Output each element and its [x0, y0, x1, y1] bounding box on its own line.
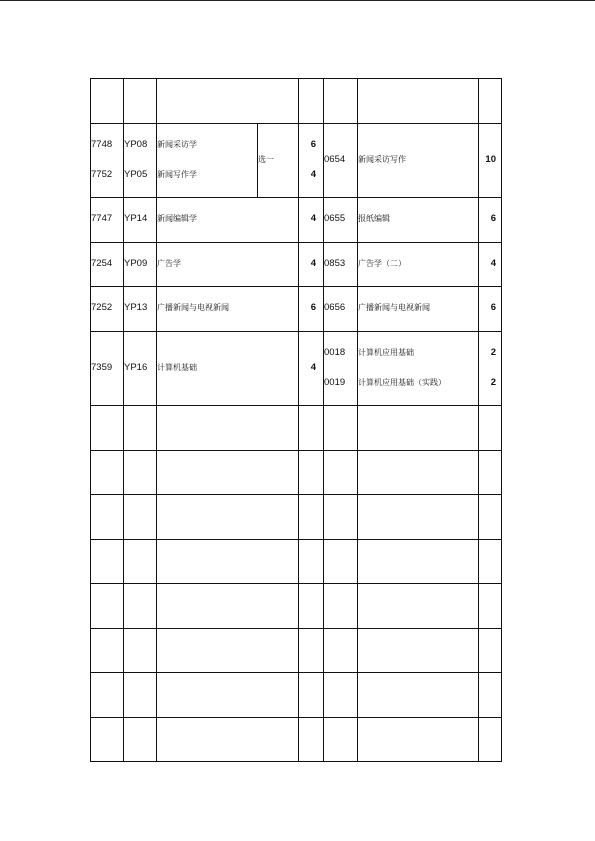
left-course-name: 广播新闻与电视新闻: [157, 303, 229, 312]
left-course-id: YP09: [124, 258, 148, 269]
row-divider: [90, 672, 502, 673]
right-course-code: 0018: [324, 347, 346, 358]
left-credit: 4: [310, 169, 316, 180]
right-course-name: 报纸编辑: [358, 214, 390, 223]
page-top-rule: [0, 0, 595, 1]
right-course-code: 0853: [324, 258, 346, 269]
choice-note: 选一: [258, 155, 274, 164]
left-credit: 6: [310, 302, 316, 313]
row-divider: [90, 286, 502, 287]
row-divider: [90, 583, 502, 584]
left-course-code: 7252: [91, 302, 113, 313]
row-divider: [90, 450, 502, 451]
left-course-name: 新闻编辑学: [157, 214, 197, 223]
right-course-name: 广播新闻与电视新闻: [358, 303, 430, 312]
left-course-id: YP08: [124, 139, 148, 150]
row-divider: [90, 331, 502, 332]
right-course-name: 广告学（二）: [358, 259, 406, 268]
left-credit: 4: [310, 258, 316, 269]
row-divider: [90, 717, 502, 718]
left-course-name: 新闻写作学: [157, 170, 197, 179]
table-border-top: [90, 78, 502, 79]
left-course-code: 7752: [91, 169, 113, 180]
left-course-id: YP13: [124, 302, 148, 313]
row-divider: [90, 405, 502, 406]
right-credit: 10: [485, 154, 496, 165]
row-divider: [90, 494, 502, 495]
left-course-code: 7748: [91, 139, 113, 150]
left-course-name: 计算机基础: [157, 363, 197, 372]
left-course-id: YP16: [124, 362, 148, 373]
right-course-name: 计算机应用基础（实践）: [358, 378, 446, 387]
left-course-code: 7254: [91, 258, 113, 269]
right-course-name: 新闻采访写作: [358, 155, 406, 164]
right-course-code: 0655: [324, 213, 346, 224]
left-credit: 6: [310, 139, 316, 150]
left-course-name: 广告学: [157, 259, 181, 268]
row-divider: [90, 197, 502, 198]
right-course-code: 0019: [324, 377, 346, 388]
left-course-code: 7747: [91, 213, 113, 224]
column-divider: [478, 78, 479, 762]
right-credit: 2: [490, 377, 496, 388]
column-divider: [357, 78, 358, 762]
right-course-code: 0654: [324, 154, 346, 165]
row-divider: [90, 539, 502, 540]
right-credit: 6: [490, 302, 496, 313]
right-credit: 2: [490, 347, 496, 358]
table-border-bottom: [90, 761, 502, 762]
left-credit: 4: [310, 362, 316, 373]
right-course-code: 0656: [324, 302, 346, 313]
table-border-right: [501, 78, 502, 762]
left-course-code: 7359: [91, 362, 113, 373]
row-divider: [90, 242, 502, 243]
left-credit: 4: [310, 213, 316, 224]
row-divider: [90, 123, 502, 124]
column-divider: [323, 78, 324, 762]
row-divider: [90, 628, 502, 629]
right-credit: 6: [490, 213, 496, 224]
left-course-id: YP14: [124, 213, 148, 224]
left-course-id: YP05: [124, 169, 148, 180]
right-credit: 4: [490, 258, 496, 269]
left-course-name: 新闻采访学: [157, 140, 197, 149]
right-course-name: 计算机应用基础: [358, 348, 414, 357]
